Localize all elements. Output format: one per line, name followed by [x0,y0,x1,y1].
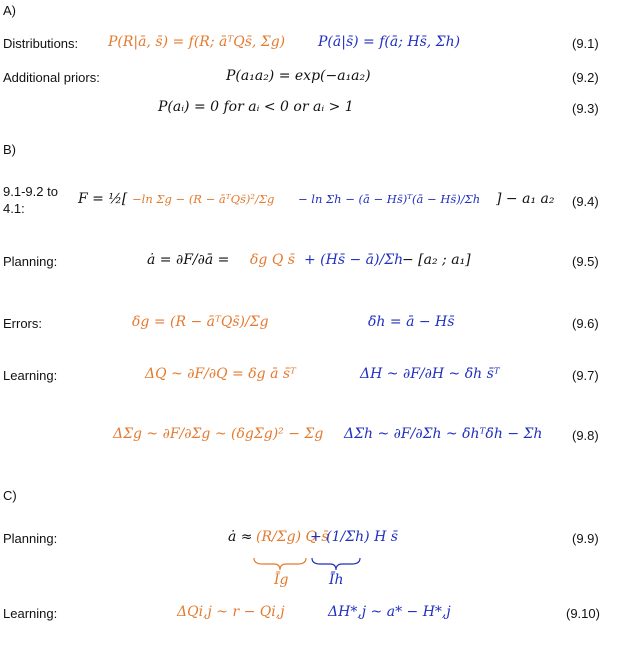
eq-9-10-orange: ΔQi,j ~ r − Qi,j [177,604,285,620]
eq-9-4-orange: −ln Σg − (R − āᵀQs̄)²/Σg [132,192,275,206]
label-learning-c: Learning: [3,606,58,621]
eq-9-9-lead: ȧ ≈ [228,529,253,545]
section-b-label: B) [3,142,16,157]
eq-number-9-1: (9.1) [572,36,599,51]
eq-9-4-blue: − ln Σh − (ā − Hs̄)ᵀ(ā − Hs̄)/Σh [298,192,481,206]
section-c-label: C) [3,488,17,503]
label-9-1-9-2-to-4-1: 9.1-9.2 to 4.1: [3,184,58,216]
eq-9-4-lead: F = ½[ [78,191,128,207]
eq-9-4-tail: ] − a₁ a₂ [496,191,555,207]
eq-number-9-10: (9.10) [566,606,600,621]
eq-9-8-orange: ΔΣg ~ ∂F/∂Σg ~ (δgΣg)² − Σg [113,426,324,442]
eq-number-9-3: (9.3) [572,101,599,116]
eq-9-6-orange: δg = (R − āᵀQs̄)/Σg [132,314,269,330]
orange-underbrace [254,558,306,570]
eq-9-5-blue: + (Hs̄ − ā)/Σh [304,252,404,268]
eq-9-8-blue: ΔΣh ~ ∂F/∂Σh ~ δ̄hᵀδ̄h − Σh [344,426,543,442]
eq-9-3: P(aᵢ) = 0 for aᵢ < 0 or aᵢ > 1 [158,99,354,115]
eq-number-9-6: (9.6) [572,316,599,331]
eq-9-9-blue: + (1/Σh) H s̄ [310,529,398,545]
eq-9-2: P(a₁a₂) = exp(−a₁a₂) [226,68,371,84]
eq-9-5-lead: ȧ = ∂F/∂ā = [147,252,230,268]
label-distributions: Distributions: [3,36,79,51]
eq-number-9-2: (9.2) [572,70,599,85]
label-planning-b: Planning: [3,254,58,269]
eq-9-7-blue: ΔH ~ ∂F/∂H ~ δ̄h s̄ᵀ [360,366,500,382]
eq-number-9-7: (9.7) [572,368,599,383]
label-learning-b: Learning: [3,368,58,383]
eq-9-5-orange: δg Q s̄ [250,252,295,268]
label-errors: Errors: [3,316,42,331]
blue-underbrace [312,558,360,570]
eq-9-5-tail: − [a₂ ; a₁] [402,252,471,268]
eq-9-6-blue: δ̄h = ā − Hs̄ [368,314,455,330]
underbraces [250,556,370,578]
eq-number-9-8: (9.8) [572,428,599,443]
eq-number-9-4: (9.4) [572,194,599,209]
eq-9-7-orange: ΔQ ~ ∂F/∂Q = δg ā s̄ᵀ [145,366,296,382]
eq-9-1-orange: P(R|ā, s̄) = f(R; āᵀQs̄, Σg) [108,34,286,50]
eq-9-10-blue: ΔH*,j ~ a* − H*,j [328,604,451,620]
label-additional-priors: Additional priors: [3,70,100,85]
eq-number-9-5: (9.5) [572,254,599,269]
label-planning-c: Planning: [3,531,58,546]
eq-number-9-9: (9.9) [572,531,599,546]
eq-9-9-orange: (R/Σg) Q s̄ [256,529,329,545]
eq-9-9-blue-under: Īh [329,572,344,588]
eq-9-9-orange-under: Īg [274,572,289,588]
section-a-label: A) [3,3,16,18]
eq-9-1-blue: P(ā|s̄) = f(ā; Hs̄, Σh) [318,34,461,50]
